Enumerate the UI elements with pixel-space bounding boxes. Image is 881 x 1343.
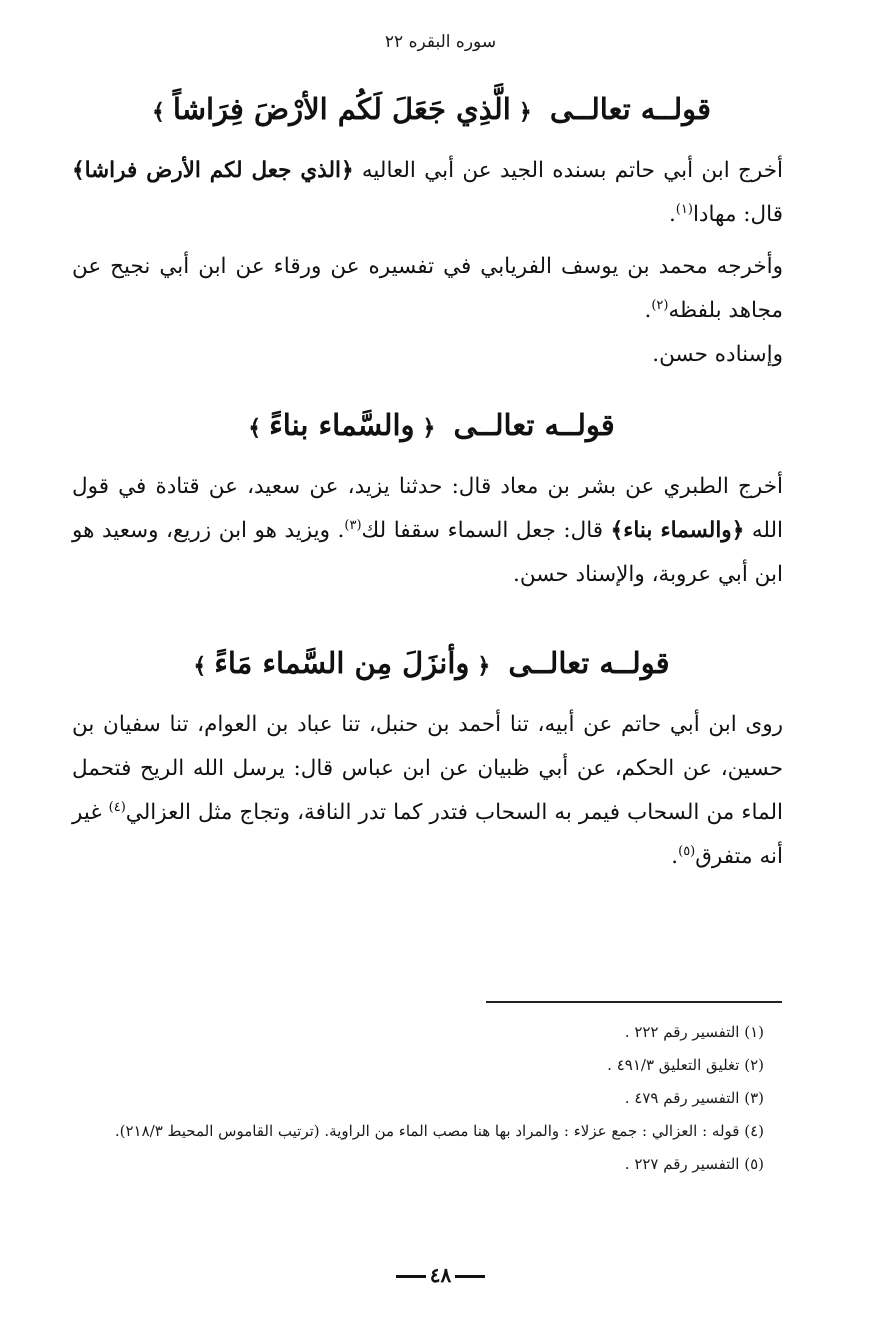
ornate-bracket-open: ﴿ — [422, 415, 436, 441]
verse-text: الَّذِي جَعَلَ لَكُم الأرْضَ فِرَاشاً — [172, 92, 511, 126]
paragraph — [72, 149, 783, 237]
heading-prefix: قولــه تعالــى — [508, 646, 670, 680]
quote-bracket-close: ﴾ — [72, 158, 85, 183]
heading-prefix: قولــه تعالــى — [453, 408, 615, 442]
quoted-verse: الذي جعل لكم الأرض فراشا — [84, 158, 341, 183]
page-number-dash — [455, 1275, 485, 1278]
paragraph — [72, 465, 783, 597]
verse-text: والسَّماء بناءً — [269, 408, 415, 442]
heading-prefix: قولــه تعالــى — [549, 92, 712, 126]
page-number — [0, 1262, 881, 1288]
ornate-bracket-close: ﴾ — [248, 415, 262, 441]
section-heading — [72, 86, 783, 135]
section-1 — [72, 86, 783, 377]
footnote-ref[interactable]: (١) — [675, 201, 693, 217]
ornate-bracket-open: ﴿ — [518, 99, 532, 125]
footnote-item: (٤) قوله : العزالي : جمع عزلاء : والمراد بها هنا مصب الماء من الراوية. (ترتيب القاموس المحيط ٢١٨/٣). — [114, 1122, 764, 1140]
paragraph-text: قال: مهادا — [692, 202, 783, 227]
paragraph-text: وأخرجه محمد بن يوسف الفريابي في تفسيره عن ورقاء عن ابن أبي نجيح عن مجاهد بلفظه — [72, 254, 783, 323]
footnote-item: (١) التفسير رقم ٢٢٢ . — [624, 1023, 764, 1041]
footnote-item: (٣) التفسير رقم ٤٧٩ . — [624, 1089, 764, 1107]
section-2 — [72, 402, 783, 597]
footnote-item: (٥) التفسير رقم ٢٢٧ . — [624, 1155, 764, 1173]
quoted-verse: والسماء بناء — [623, 518, 732, 543]
paragraph-text: غير أنه متفرق — [72, 800, 783, 869]
paragraph-end: . — [668, 202, 676, 227]
paragraph-text: روى ابن أبي حاتم عن أبيه، تنا أحمد بن حنبل، تنا عباد بن العوام، تنا سفيان بن حسين، عن الحكم، عن أبي ظبيان عن ابن عباس قال: يرسل الله الريح فتحمل الماء من السحاب فيمر به السحاب فتدر كما تدر النافة، وتجاج مثل العزالي — [72, 712, 783, 825]
paragraph — [72, 703, 783, 879]
paragraph — [72, 333, 783, 377]
running-header: سوره البقره ٢٢ — [384, 32, 497, 52]
footnotes-list — [72, 1016, 764, 1181]
footnote-ref[interactable]: (٤) — [108, 799, 126, 815]
paragraph-text: أخرج الطبري عن بشر بن معاد قال: حدثنا يزيد، عن سعيد، عن قتادة في قول الله — [72, 474, 784, 543]
paragraph-text: قال: جعل السماء سقفا لك — [361, 518, 611, 543]
ornate-bracket-open: ﴿ — [477, 653, 491, 679]
footnote-divider — [486, 1001, 782, 1003]
footnote-ref[interactable]: (٥) — [678, 843, 696, 859]
footnote-ref[interactable]: (٢) — [651, 297, 669, 313]
paragraph-text: أخرج ابن أبي حاتم بسنده الجيد عن أبي العاليه — [361, 158, 784, 183]
page-number-value: ٤٨ — [429, 1263, 452, 1287]
paragraph-end: . — [644, 298, 652, 323]
quote-bracket-close: ﴾ — [610, 518, 624, 543]
page-number-dash — [396, 1275, 426, 1278]
footnote-ref[interactable]: (٣) — [344, 517, 362, 533]
paragraph-end: . — [671, 844, 679, 869]
paragraph-text: وإسناده حسن. — [652, 342, 783, 367]
section-3 — [72, 640, 783, 879]
footnote-item: (٢) تغليق التعليق ٤٩١/٣ . — [607, 1056, 764, 1074]
paragraph-text: . ويزيد هو ابن زريع، وسعيد هو ابن أبي عروبة، والإسناد حسن. — [72, 518, 783, 587]
section-heading — [72, 402, 783, 451]
quote-bracket-open: ﴿ — [731, 518, 745, 543]
ornate-bracket-close: ﴾ — [151, 99, 165, 125]
quote-bracket-open: ﴿ — [340, 158, 354, 183]
paragraph — [72, 245, 783, 333]
verse-text: وأنزَلَ مِن السَّماء مَاءً — [214, 646, 470, 680]
ornate-bracket-close: ﴾ — [193, 653, 207, 679]
section-heading — [72, 640, 783, 689]
